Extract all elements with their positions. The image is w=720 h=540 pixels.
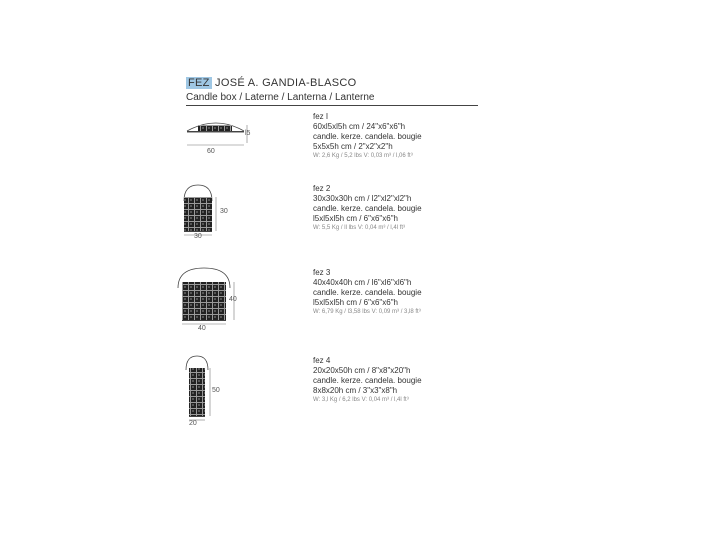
fez-2-height-label: 30 — [220, 208, 228, 215]
fez-2-weight-volume: W: 5,5 Kg / ll lbs V: 0,04 m³ / l,4l ft³ — [313, 225, 406, 231]
fez-2-candle-size: l5xl5xl5h cm / 6"x6"x6"h — [313, 214, 398, 223]
fez-4-drawing — [182, 352, 216, 424]
fez-1-height-label: l5 — [245, 130, 251, 137]
fez-1-candle-size: 5x5x5h cm / 2"x2"x2"h — [313, 142, 393, 151]
fez-3-size: 40x40x40h cm / l6"xl6"xl6"h — [313, 278, 412, 287]
fez-4-width-label: 20 — [189, 420, 197, 427]
fez-3-name: fez 3 — [313, 268, 331, 277]
fez-2-drawing — [180, 183, 220, 237]
fez-1-width-label: 60 — [207, 148, 215, 155]
fez-3-height-label: 40 — [229, 296, 237, 303]
fez-3-candle-label: candle. kerze. candela. bougie — [313, 288, 422, 297]
fez-1-name: fez I — [313, 112, 329, 121]
title-line — [186, 76, 478, 90]
fez-3-candle-size: l5xl5xl5h cm / 6"x6"x6"h — [313, 298, 398, 307]
header-divider — [186, 105, 478, 106]
fez-3-drawing — [174, 264, 238, 326]
brand-name: FEZ — [188, 77, 210, 89]
fez-4-name: fez 4 — [313, 356, 331, 365]
fez-4-height-label: 50 — [212, 387, 220, 394]
designer-name: JOSÉ A. GANDIA-BLASCO — [215, 77, 357, 89]
fez-3-weight-volume: W: 6,79 Kg / l3,58 lbs V: 0,09 m³ / 3,l8 ft³ — [313, 309, 421, 315]
fez-4-size: 20x20x50h cm / 8"x8"x20"h — [313, 366, 411, 375]
fez-4-candle-label: candle. kerze. candela. bougie — [313, 376, 422, 385]
fez-2-size: 30x30x30h cm / l2"xl2"xl2"h — [313, 194, 412, 203]
fez-4-candle-size: 8x8x20h cm / 3"x3"x8"h — [313, 386, 398, 395]
fez-3-width-label: 40 — [198, 325, 206, 332]
fez-1-weight-volume: W: 2,6 Kg / 5,2 lbs V: 0,03 m³ / l,06 ft³ — [313, 153, 413, 159]
fez-2-candle-label: candle. kerze. candela. bougie — [313, 204, 422, 213]
fez-4-weight-volume: W: 3,l Kg / 6,2 lbs V: 0,04 m³ / l,4l ft³ — [313, 397, 409, 403]
fez-1-candle-label: candle. kerze. candela. bougie — [313, 132, 422, 141]
fez-2-name: fez 2 — [313, 184, 331, 193]
fez-2-specs — [313, 184, 422, 232]
fez-3-specs — [313, 268, 422, 316]
fez-1-size: 60xl5xl5h cm / 24"x6"x6"h — [313, 122, 406, 131]
product-subtitle: Candle box / Laterne / Lanterna / Lanterne — [186, 92, 375, 103]
fez-2-width-label: 30 — [194, 233, 202, 240]
fez-1-specs — [313, 112, 422, 160]
document-header — [186, 76, 478, 106]
fez-4-specs — [313, 356, 422, 404]
